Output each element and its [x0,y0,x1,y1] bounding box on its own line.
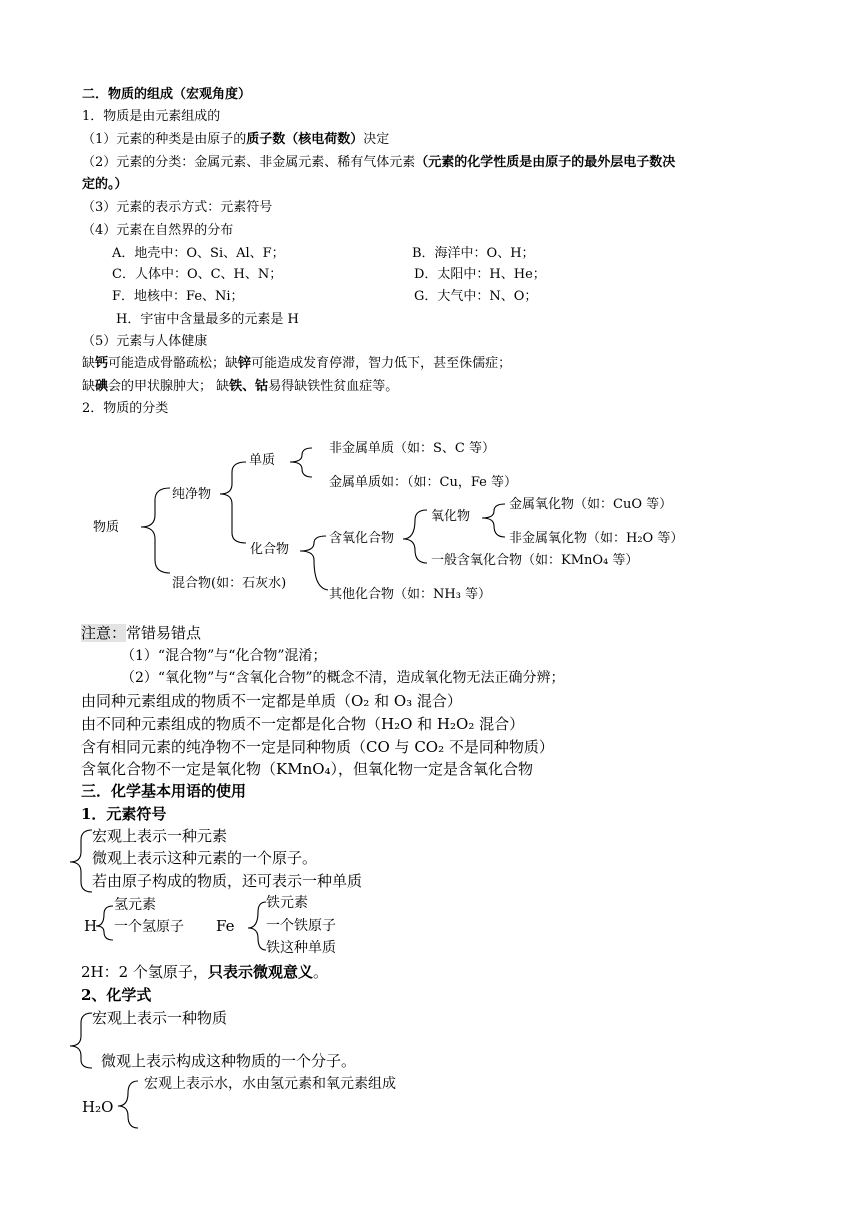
subsection-formula: 2、化学式 [81,986,152,1004]
health-line-1: 缺钙可能造成骨骼疏松；缺锌可能造成发育停滞，智力低下，甚至侏儒症； [82,356,512,371]
h2o-macro-meaning: 宏观上表示水，水由氢元素和氧元素组成 [144,1076,396,1092]
fe-meaning-element: 铁元素 [266,895,308,911]
dist-universe: H．宇宙中含量最多的元素是 H [116,312,299,327]
line-element-symbol: （3）元素的表示方式：元素符号 [82,200,273,215]
fe-meaning-substance: 铁这种单质 [266,940,336,956]
subsection-element-symbol: 1．元素符号 [81,805,167,823]
line-element-type: （1）元素的种类是由原子的质子数（核电荷数）决定 [82,132,390,147]
tree-general-oxy: 一般含氧化合物（如：KMnO₄ 等） [431,553,639,568]
h-meaning-atom: 一个氢原子 [114,919,184,935]
line-element-distribution: （4）元素在自然界的分布 [82,223,234,238]
dist-sun: D．太阳中：H、He； [414,267,546,282]
dist-body: C．人体中：O、C、H、N； [112,267,283,282]
rule-4: 含氧化合物不一定是氧化物（KMnO₄），但氧化物一定是含氧化合物 [81,760,534,778]
formula-micro: 微观上表示构成这种物质的一个分子。 [101,1052,357,1070]
tree-element: 单质 [249,453,276,468]
rule-3: 含有相同元素的纯净物不一定是同种物质（CO 与 CO₂ 不是同种物质） [81,738,554,756]
symbol-micro: 微观上表示这种元素的一个原子。 [92,849,318,867]
h-meaning-element: 氢元素 [114,897,156,913]
tree-mixture: 混合物(如：石灰水) [172,576,287,591]
fe-meaning-atom: 一个铁原子 [266,918,336,934]
symbol-macro: 宏观上表示一种元素 [92,827,228,845]
line-element-class: （2）元素的分类：金属元素、非金属元素、稀有气体元素（元素的化学性质是由原子的最外层电子数决 [82,155,676,170]
dist-air: G．大气中：N、O； [414,289,538,304]
tree-metal-oxide: 金属氧化物（如：CuO 等） [509,497,673,512]
section-3-title: 三．化学基本用语的使用 [81,782,247,800]
tree-root: 物质 [93,520,120,535]
point-2: 2．物质的分类 [82,401,169,416]
formula-macro: 宏观上表示一种物质 [92,1009,228,1027]
symbol-h: H [84,917,98,935]
tree-metal: 金属单质如：（如：Cu，Fe 等） [329,475,517,490]
tree-other-compound: 其他化合物（如：NH₃ 等） [329,587,492,602]
rule-1: 由同种元素组成的物质不一定都是单质（O₂ 和 O₃ 混合） [81,692,462,710]
tree-oxy-compound: 含氧化合物 [329,531,395,546]
note-item-1: （1）“混合物”与“化合物”混淆； [121,648,327,664]
tree-oxide: 氧化物 [431,509,471,524]
tree-nonmetal: 非金属单质（如：S、C 等） [329,441,495,456]
tree-compound: 化合物 [250,542,290,557]
line-element-class-cont: 定的。） [82,177,128,192]
section-title: 二．物质的组成（宏观角度） [82,87,252,102]
rule-2: 由不同种元素组成的物质不一定都是化合物（H₂O 和 H₂O₂ 混合） [81,715,525,733]
dist-ocean: B．海洋中：O、H； [412,246,535,261]
line-health: （5）元素与人体健康 [82,334,208,349]
health-line-2: 缺碘会的甲状腺肿大； 缺铁、钴易得缺铁性贫血症等。 [82,379,399,394]
symbol-element-substance: 若由原子构成的物质，还可表示一种单质 [92,872,363,890]
note-item-2: （2）“氧化物”与“含氧化合物”的概念不清，造成氧化物无法正确分辨； [121,670,565,686]
symbol-fe: Fe [216,917,235,935]
dist-core: F．地核中：Fe、Ni； [112,289,244,304]
dist-crust: A．地壳中：O、Si、Al、F； [112,246,285,261]
note-heading: 注意：常错易错点 [81,624,202,642]
tree-nonmetal-oxide: 非金属氧化物（如：H₂O 等） [509,531,684,546]
formula-h2o: H₂O [82,1098,114,1116]
two-h-line: 2H：2 个氢原子，只表示微观意义。 [81,963,328,981]
tree-pure: 纯净物 [172,487,212,502]
point-1: 1．物质是由元素组成的 [82,109,221,124]
